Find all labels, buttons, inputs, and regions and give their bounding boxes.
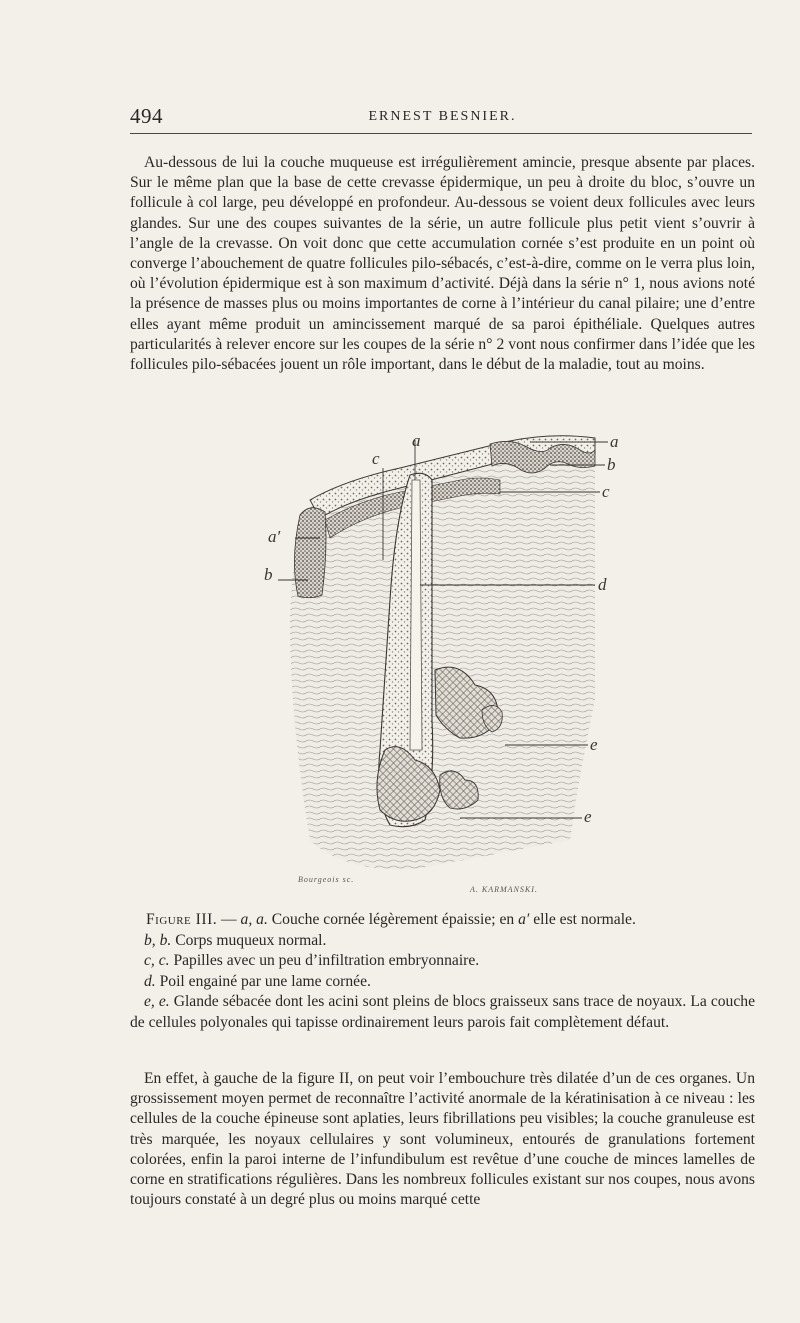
hair-shaft — [410, 480, 422, 750]
paragraph-bottom-text: En effet, à gauche de la figure II, on peut voir l’embouchure très dilatée d’un de ces organes. Un grossissement moyen permet de reconnaître l’activité anormale de la kératinisation à ce niveau : les cellules de la couche épineuse sont aplaties, leurs fibrillations peu visibles; la couche granuleuse est très marquée, les noyaux cellulaires y sont volumineux, entourés de granulations fortement colorées, enfin la paroi interne de l’infundibulum est revêtue d’une couche de minces lamelles de corne en stratifications régulières. Dans les nombreux follicules existant sur nos coupes, nous avons toujours constaté à un degré plus ou moins marqué cette — [130, 1070, 755, 1209]
running-title: ERNEST BESNIER. — [368, 109, 517, 124]
figure-drawing — [250, 420, 650, 895]
figure-label-c-right: c — [602, 482, 610, 501]
caption-letters-e: e, e. — [144, 993, 170, 1011]
running-header — [130, 104, 755, 128]
figure-label-a-top: a — [412, 431, 421, 450]
figure-label-a-right: a — [610, 432, 619, 451]
figure-label-a-prime: a′ — [268, 527, 281, 546]
figure-caption — [130, 910, 755, 1034]
caption-text-b: Corps muqueux normal. — [175, 931, 327, 949]
caption-line-c — [130, 951, 755, 972]
caption-line-b — [130, 931, 755, 952]
figure-label-b-left: b — [264, 565, 273, 584]
page-number: 494 — [130, 104, 163, 128]
caption-letters-a: a, a. — [240, 911, 268, 928]
caption-text-c: Papilles avec un peu d’infiltration embryonnaire. — [173, 952, 480, 970]
caption-line-a: Figure III. — a, a. Couche cornée légèrement épaissie; en a′ elle est normale. — [146, 911, 636, 928]
caption-letters-c: c, c. — [144, 952, 170, 970]
figure-label-e-upper: e — [590, 735, 598, 754]
figure-label-d: d — [598, 575, 607, 594]
caption-figure-number: Figure III. — [146, 911, 218, 928]
figure-histology-illustration — [250, 420, 650, 895]
artist-credit: A. KARMANSKI. — [470, 885, 538, 894]
caption-text-a: Couche cornée légèrement épaissie; en — [271, 911, 515, 928]
caption-text-a-end: elle est normale. — [533, 911, 636, 928]
caption-letter-a-prime: a′ — [518, 911, 530, 928]
figure-label-e-lower: e — [584, 807, 592, 826]
paragraph-bottom — [130, 1069, 755, 1210]
caption-letters-b: b, b. — [144, 931, 172, 949]
figure-label-c-left: c — [372, 449, 380, 468]
caption-text-e: Glande sébacée dont les acini sont pleins de blocs graisseux sans trace de noyaux. La couche de cellules polyonales qui tapisse ordinairement leurs parois fait complètement défaut. — [130, 993, 755, 1031]
engraver-credit: Bourgeois sc. — [298, 875, 355, 884]
header-rule — [130, 133, 752, 134]
left-epidermis-mass — [294, 508, 326, 598]
caption-line-e — [130, 992, 755, 1033]
caption-letters-d: d. — [144, 972, 156, 990]
paragraph-top-text: Au-dessous de lui la couche muqueuse est irrégulièrement amincie, presque absente par places. Sur le même plan que la base de cette crevasse épidermique, un peu à droite du bloc, s’ouvre un follicule à col large, peu développé en profondeur. Au-dessous se voient deux follicules avec leurs glandes. Sur une des coupes suivantes de la série, un autre follicule plus petit vient s’ouvrir à l’angle de la crevasse. On voit donc que cette accumulation cornée s’est produite en un point où converge l’abouchement de quatre follicules pilo-sébacés, c’est-à-dire, comme on le verra plus loin, où l’évolution épidermique est à son maximum d’activité. Déjà dans la série n° 1, nous avions noté la présence de masses plus ou moins importantes de corne à l’intérieur du canal pilaire; une d’entre elles ayant même produit un amincissement marqué de sa paroi épithéliale. Quelques autres particularités à relever encore sur les coupes de la série n° 2 vont nous confirmer dans l’idée que les follicules pilo-sébacées jouent un rôle important, dans le début de la maladie, tout au moins. — [130, 154, 755, 374]
caption-text-d: Poil engainé par une lame cornée. — [159, 972, 371, 990]
figure-label-b-right: b — [607, 455, 616, 474]
caption-line-d — [130, 972, 755, 993]
paragraph-top — [130, 153, 755, 375]
